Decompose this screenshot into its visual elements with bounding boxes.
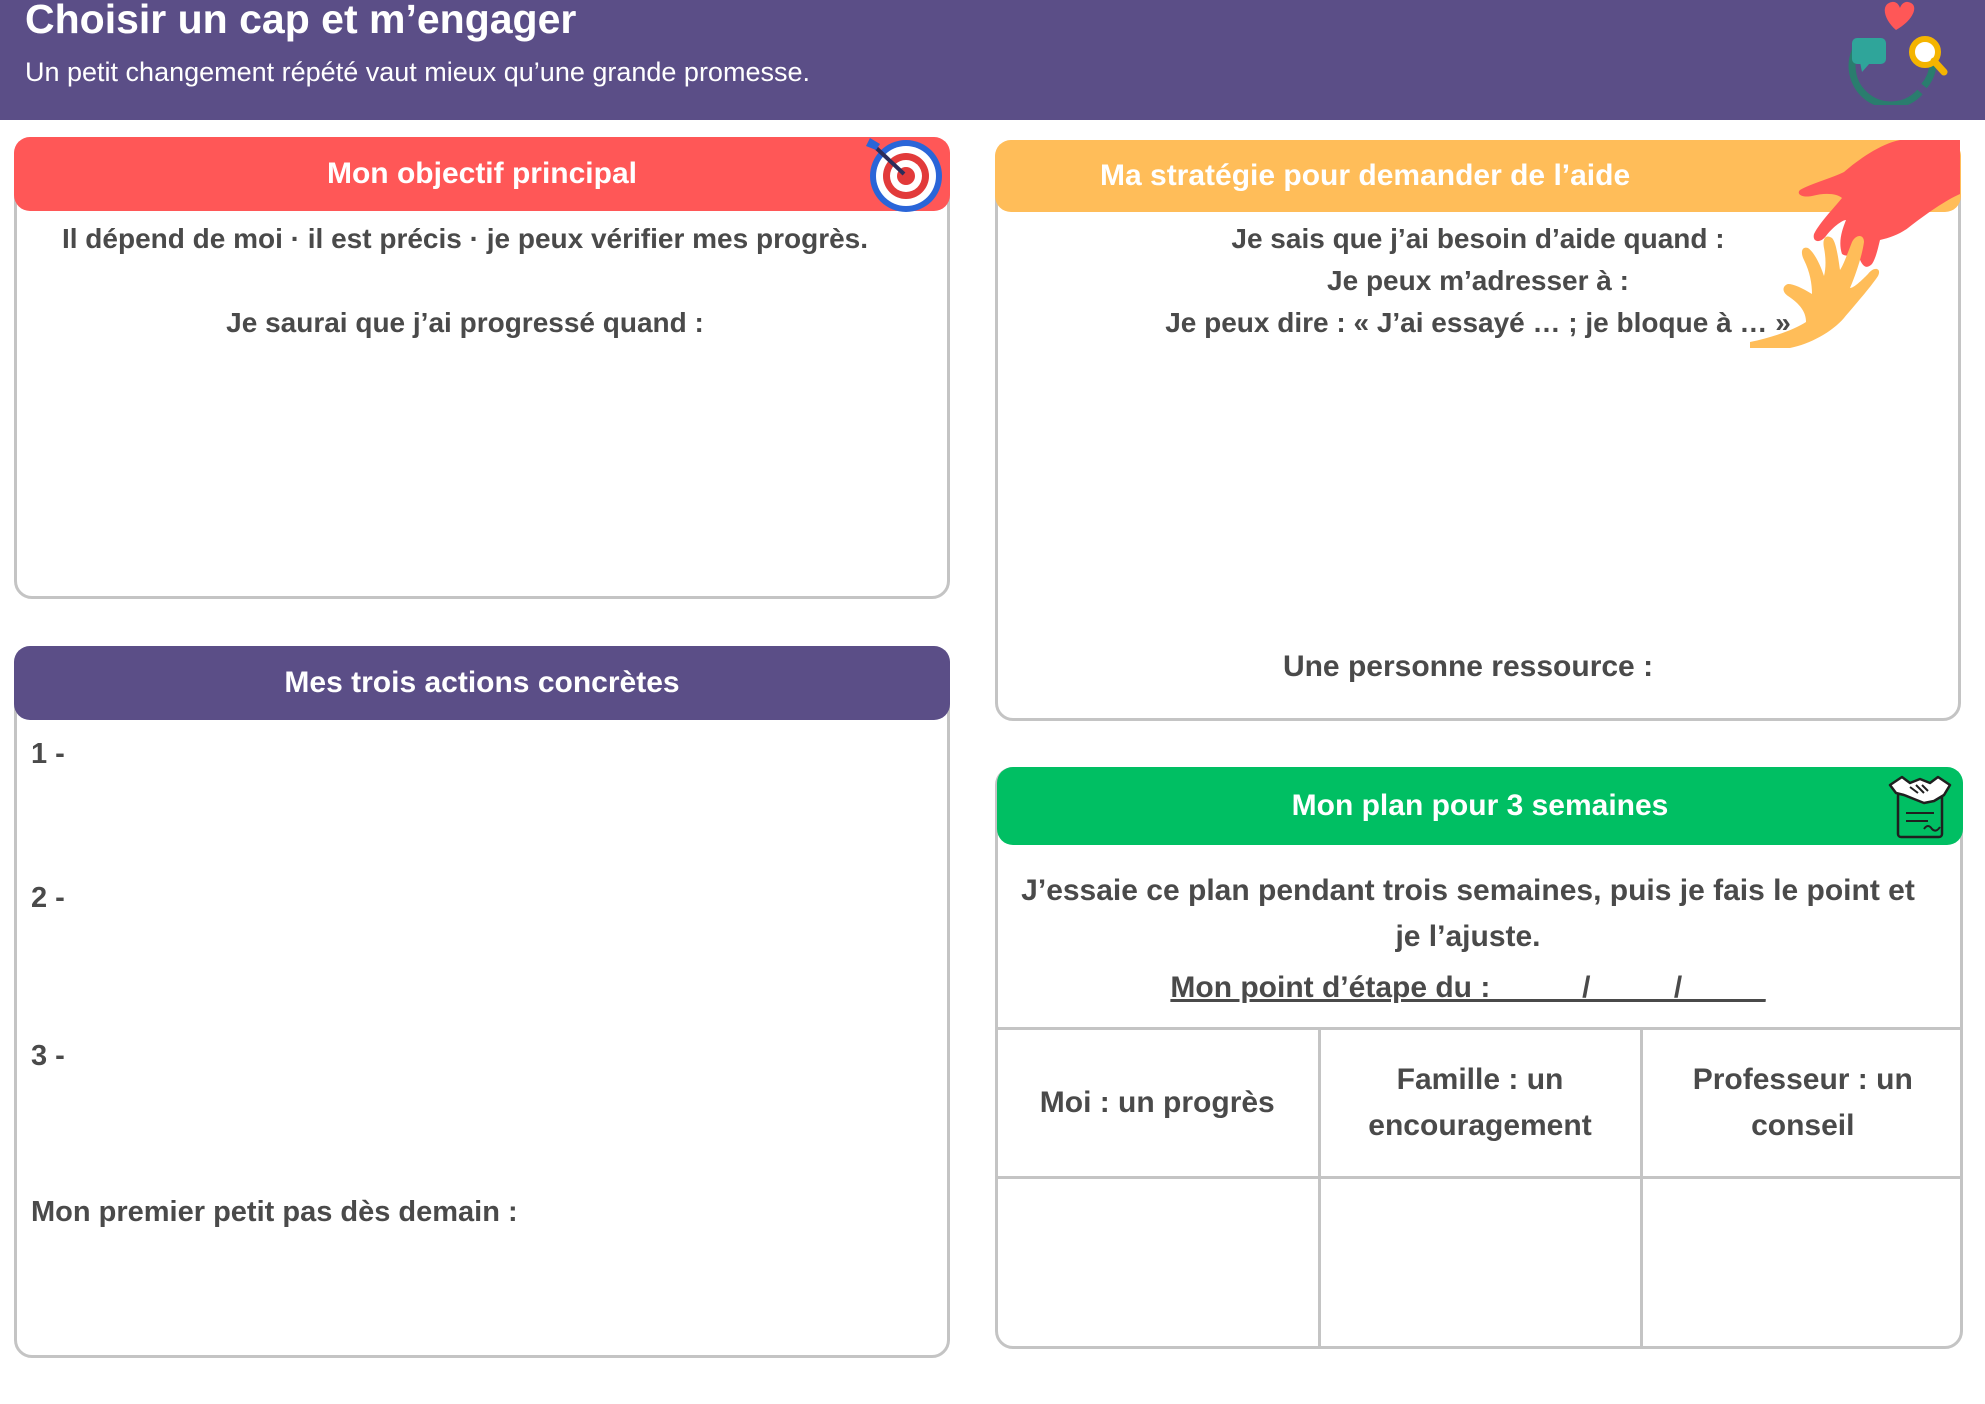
help-phrase: Je peux dire : « J’ai essayé … ; je bloque à … » [1165, 307, 1791, 338]
plan-intro: J’essaie ce plan pendant trois semaines, puis je fais le point et je l’ajuste. [1021, 874, 1915, 953]
target-icon [864, 134, 944, 214]
plan-header [997, 767, 1963, 845]
actions-header [14, 646, 950, 720]
help-strategy-heading: Ma stratégie pour demander de l’aide [1100, 159, 1631, 192]
action-item-2: 2 - [31, 882, 65, 914]
support-cycle-icon [1840, 0, 1950, 105]
page-subtitle: Un petit changement répété vaut mieux qu’une grande promesse. [25, 57, 810, 87]
plan-heading: Mon plan pour 3 semaines [1291, 789, 1669, 822]
action-item-1: 1 - [31, 738, 65, 770]
help-need-prompt: Je sais que j’ai besoin d’aide quand : [1231, 223, 1725, 254]
objective-progress-prompt: Je saurai que j’ai progressé quand : [226, 307, 704, 338]
objective-heading: Mon objectif principal [326, 157, 637, 190]
plan-checkpoint: Mon point d’étape du : _____/_____/_____ [1170, 971, 1766, 1004]
header-banner [0, 0, 1985, 120]
resource-person-prompt: Une personne ressource : [1282, 650, 1654, 683]
column-header-self: Moi : un progrès [997, 1029, 1319, 1178]
action-item-3: 3 - [31, 1040, 65, 1072]
help-contact-prompt: Je peux m’adresser à : [1327, 265, 1629, 296]
column-header-family: Famille : un encouragement [1319, 1029, 1641, 1178]
column-header-teacher: Professeur : un conseil [1641, 1029, 1963, 1178]
cell-teacher[interactable] [1641, 1178, 1963, 1350]
objective-criteria: Il dépend de moi · il est précis · je peux vérifier mes progrès. [61, 223, 869, 254]
page-title: Choisir un cap et m’engager [25, 0, 577, 42]
support-table [997, 1027, 1963, 1349]
cell-family[interactable] [1319, 1178, 1641, 1350]
objective-header [14, 137, 950, 211]
handshake-contract-icon [1888, 773, 1952, 839]
first-step-prompt: Mon premier petit pas dès demain : [31, 1196, 518, 1228]
cell-self[interactable] [997, 1178, 1319, 1350]
actions-card [14, 646, 950, 1358]
actions-heading: Mes trois actions concrètes [284, 666, 680, 699]
